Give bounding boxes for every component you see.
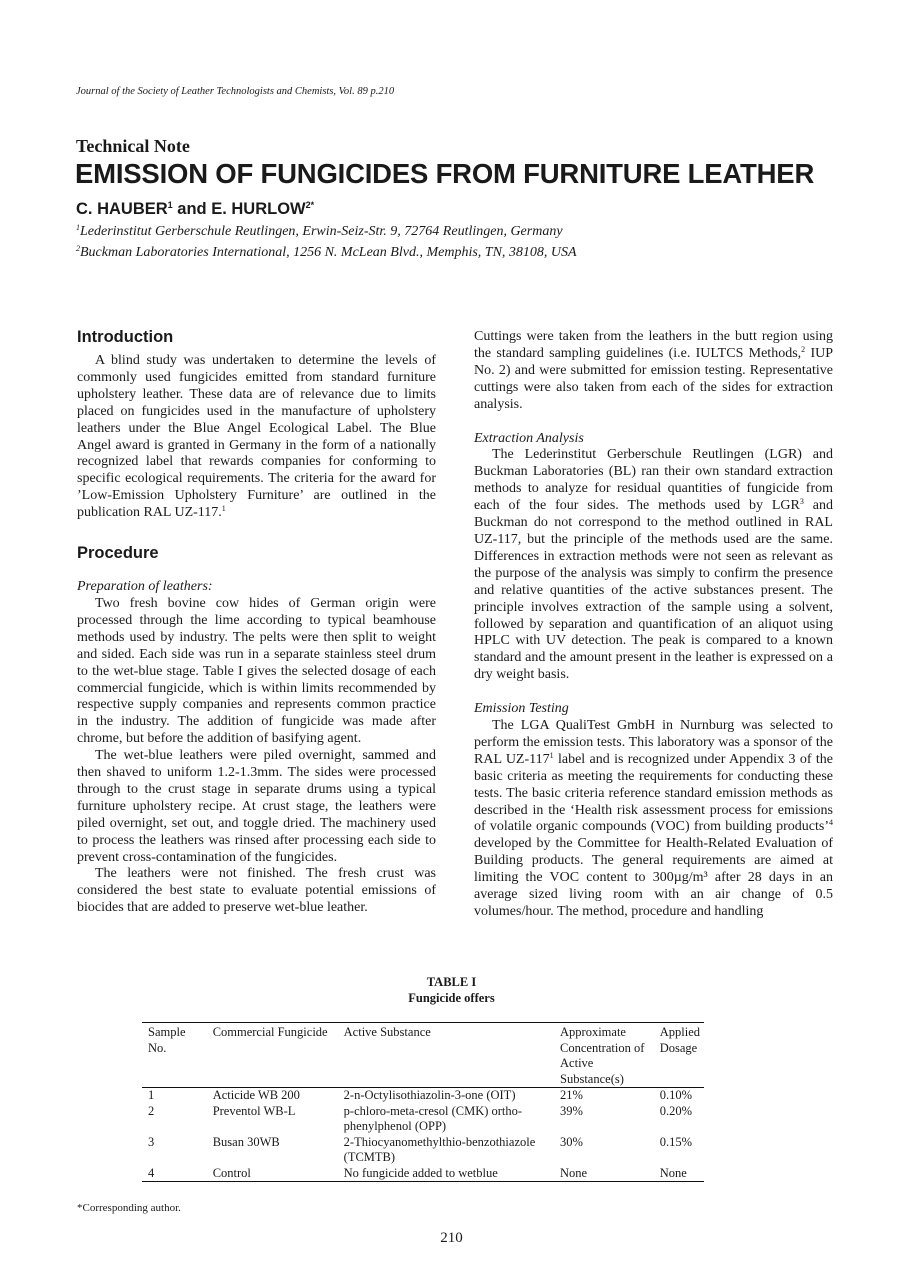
paragraph-text: The LGA QualiTest GmbH in Nurnburg was selected to perform the emission tests. This laboratory was a sponsor of the RAL UZ-117 [474,718,833,767]
author-list [76,200,314,219]
journal-header: Journal of the Society of Leather Technologists and Chemists, Vol. 89 p.210 [76,86,395,97]
cell-substance: p-chloro-meta-cresol (CMK) ortho-phenylphenol (OPP) [343,1103,523,1133]
column-header: Active Substance [343,1025,431,1039]
page-number: 210 [440,1230,463,1246]
paragraph [474,718,833,921]
paragraph-text: The Lederinstitut Gerberschule Reutlingen (LGR) and Buckman Laboratories (BL) ran their own standard extraction methods to analyze for residual quantities of fungicide from each of the four sides. The methods used by LGR [474,447,833,514]
subsection-heading: Preparation of leathers: [77,579,213,595]
reference-mark: 4 [829,818,833,828]
column-header: Applied Dosage [659,1025,700,1055]
fungicide-table [142,1022,704,1182]
cell-dosage: 0.20% [659,1103,693,1118]
column-header: Approximate Concentration of Active Substance(s) [560,1025,645,1086]
paragraph: The leathers were not finished. The fresh crust was considered the best state to evaluate potential emissions of biocides that are added to preserve wet-blue leather. [77,866,436,916]
paragraph-text: Cuttings were taken from the leathers in the butt region using the standard sampling guidelines (i.e. IULTCS Methods, [474,329,833,361]
paragraph-text: IUP No. 2) and were submitted for emission testing. Representative cuttings were also taken from each of the sides for extraction analysis. [474,345,834,412]
right-column [474,329,833,921]
affiliation-text: Buckman Laboratories International, 1256 N. McLean Blvd., Memphis, TN, 38108, USA [80,245,577,260]
paragraph-text: label and is recognized under Appendix 3 of the basic criteria as meeting the requirements for conducting these tests. The basic criteria reference standard emission methods as described in the ‘Health risk assessment process for emissions of volatile organic compounds (VOC) from building products’ [474,751,833,835]
footnote: *Corresponding author. [77,1202,181,1214]
left-column [77,327,436,917]
column-header: Commercial Fungicide [212,1025,328,1039]
paragraph [474,447,833,684]
cell-fungicide: Acticide WB 200 [212,1088,300,1102]
table-label: TABLE I [426,975,477,989]
cell-substance: 2-Thiocyanomethylthio-benzothiazole (TCMTB) [343,1134,536,1164]
paragraph-text: developed by the Committee for Health-Related Evaluation of Building products. The general requirements are aimed at limiting the VOC content to 300µg/m³ after 28 days in an average sized living room with an air change of 0.5 volumes/hour. The method, procedure and handling [474,836,833,919]
affiliation [76,244,577,261]
reference-mark: 1 [221,504,226,514]
table-row [142,1088,704,1104]
reference-mark: 3 [799,497,804,507]
table-caption: Fungicide offers [408,991,495,1005]
article-title: EMISSION OF FUNGICIDES FROM FURNITURE LEATHER [75,158,815,189]
author-name: C. HAUBER [76,200,168,218]
cell-dosage: None [659,1165,687,1180]
table-row [142,1135,704,1166]
affiliation-text: Lederinstitut Gerberschule Reutlingen, Erwin-Seiz-Str. 9, 72764 Reutlingen, Germany [80,224,563,239]
article-type: Technical Note [76,136,190,156]
affiliation-mark: 2 [76,244,80,253]
subsection-heading: Extraction Analysis [474,430,584,446]
affiliation [76,223,563,240]
section-heading-introduction: Introduction [77,328,174,346]
table-header-row [142,1023,704,1088]
section-heading-procedure: Procedure [77,544,159,563]
cell-concentration: None [560,1165,588,1180]
reference-mark: 2 [801,344,806,354]
affiliation-mark: 1 [76,223,80,232]
author-affiliation-mark: 2* [305,200,315,210]
cell-dosage: 0.15% [659,1134,693,1149]
author-connector: and [172,200,212,218]
reference-mark: 1 [549,750,554,760]
cell-fungicide: Control [212,1165,251,1180]
table-row [142,1166,704,1182]
cell-sample: 1 [148,1088,155,1102]
paragraph [474,329,833,414]
cell-sample: 4 [148,1165,155,1180]
cell-fungicide: Busan 30WB [212,1134,280,1149]
paragraph-text: and Buckman do not correspond to the method outlined in RAL UZ-117, but the principle of the methods used are the same. Differences in extraction methods were not seen as relevant as the purpose of the analysis was simply to confirm the presence and relative quantities of the active substances present. The principle involves extraction of the sample using a solvent, followed by separation and quantification of an aliquot using HPLC with UV detection. The peak is compared to a known standard and the amount present in the leather is expressed on a dry weight basis. [474,498,833,683]
cell-concentration: 39% [560,1103,583,1118]
cell-substance: No fungicide added to wetblue [343,1165,498,1180]
paragraph: The wet-blue leathers were piled overnight, sammed and then shaved to uniform 1.2-1.3mm. The sides were processed through to the crust stage in separate drums using a typical furniture upholstery recipe. At crust stage, the leathers were piled overnight, set out, and toggle dried. The machinery used to process the leathers was rinsed after processing each side to prevent cross-contamination of the fungicides. [77,748,436,865]
column-header: Sample No. [148,1025,186,1055]
paragraph [77,353,436,522]
paragraph-text: A blind study was undertaken to determine the levels of commonly used fungicides emitted from standard furniture upholstery leather. These data are of relevance due to limits placed on fungicides used in the manufacture of upholstery leathers under the Blue Angel Ecological Label. The Blue Angel award is granted in Germany in the form of a nationally recognized label that rewards companies for conforming to specific ecological requirements. The criteria for the award for ’Low-Emission Upholstery Furniture’ are outlined in the publication RAL UZ-117. [77,353,436,521]
cell-dosage: 0.10% [659,1088,693,1102]
cell-substance: 2-n-Octylisothiazolin-3-one (OIT) [343,1088,516,1102]
cell-concentration: 30% [560,1134,583,1149]
cell-sample: 2 [148,1103,155,1118]
cell-sample: 3 [148,1134,155,1149]
cell-fungicide: Preventol WB-L [212,1103,296,1118]
cell-concentration: 21% [560,1088,583,1102]
author-affiliation-mark: 1 [167,200,173,210]
paragraph: Two fresh bovine cow hides of German origin were processed through the lime according to typical beamhouse methods used by industry. The pelts were then split to weight and sided. Each side was run in a separate stainless steel drum to the wet-blue stage. Table I gives the selected dosage of each commercial fungicide, which is within limits recommended by respective supply companies and represents common practice in the industry. The addition of fungicide was made after chrome, but before the addition of basifying agent. [77,595,436,747]
subsection-heading: Emission Testing [474,701,569,717]
author-name: E. HURLOW [211,200,306,218]
table-row [142,1104,704,1135]
